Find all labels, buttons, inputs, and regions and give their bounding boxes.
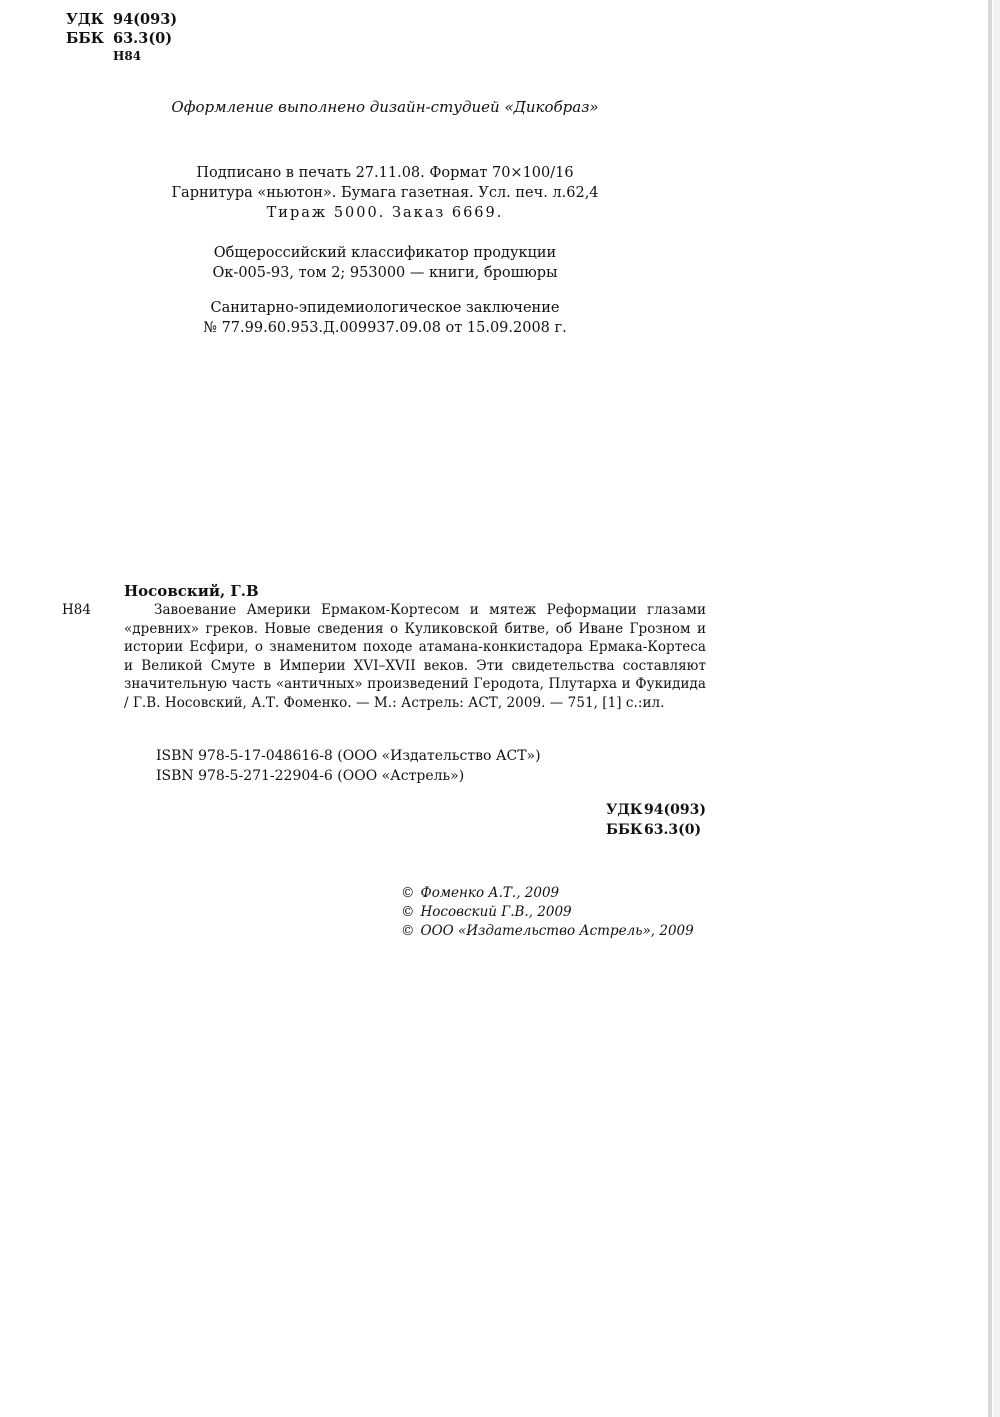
print-line-signed: Подписано в печать 27.11.08. Формат 70×100/16 [196, 165, 574, 181]
copyright-line [401, 884, 694, 903]
udk-row-bottom [606, 800, 706, 820]
classifier-line-2: Ок-005-93, том 2; 953000 — книги, брошюры [212, 265, 558, 281]
bbk-label: ББК [66, 30, 104, 47]
print-line-circulation: Тираж 5000. Заказ 6669. [266, 205, 504, 221]
udk-label: УДК [66, 11, 104, 28]
product-classifier [0, 243, 770, 283]
bbk-label-bottom: ББК [606, 822, 643, 838]
copyright-publisher: ООО «Издательство Астрель», 2009 [420, 923, 694, 939]
copyright-notices [401, 884, 694, 941]
udk-label-bottom: УДК [606, 802, 643, 818]
page-edge-shadow [988, 0, 992, 1417]
sanitary-line-1: Санитарно-эпидемиологическое заключение [210, 300, 560, 316]
catalog-annotation: Завоевание Америки Ермаком-Кортесом и мятеж Реформации глазами «древних» греков. Новые сведения о Куликовской битве, об Иване Грозном и истории Есфири, о знаменитом походе атамана-конкистадора Ермака-Кортеса и Великой Смуте в Империи XVI–XVII веков. Эти свидетельства составляют значительную часть «античных» произведений Геродота, Плутарха и Фукидида / Г.В. Носовский, А.Т. Фоменко. — М.: Астрель: АСТ, 2009. — 751, [1] с.:ил. [124, 602, 706, 711]
copyright-line [401, 903, 694, 922]
copyright-symbol: © [401, 923, 415, 939]
isbn-astrel: ISBN 978-5-271-22904-6 (ООО «Астрель») [156, 768, 465, 784]
bbk-row [66, 29, 177, 48]
udk-row [66, 10, 177, 29]
bbk-value-bottom: 63.3(0) [644, 822, 702, 838]
catalog-author-code: Н84 [62, 602, 91, 618]
copyright-fomenko: Фоменко А.Т., 2009 [420, 885, 560, 901]
classifier-line-1: Общероссийский классификатор продукции [213, 245, 557, 261]
sanitary-certificate [0, 298, 770, 338]
copyright-nosovsky: Носовский Г.В., 2009 [420, 904, 572, 920]
author-mark: Н84 [113, 49, 142, 63]
bbk-value: 63.3(0) [113, 30, 173, 47]
catalog-author: Носовский, Г.В [124, 582, 259, 600]
classification-codes-top [66, 10, 177, 64]
bbk-row-bottom [606, 820, 706, 840]
print-details [0, 163, 770, 223]
sanitary-line-2: № 77.99.60.953.Д.009937.09.08 от 15.09.2008 г. [203, 320, 567, 336]
copyright-symbol: © [401, 904, 415, 920]
design-credit: Оформление выполнено дизайн-студией «Дикобраз» [171, 98, 599, 116]
udk-value: 94(093) [113, 11, 178, 28]
udk-value-bottom: 94(093) [644, 802, 706, 818]
isbn-ast: ISBN 978-5-17-048616-8 (ООО «Издательство АСТ») [156, 748, 541, 764]
page-edge-margin [993, 0, 1000, 1417]
print-line-typeface: Гарнитура «ньютон». Бумага газетная. Усл. печ. л.62,4 [171, 185, 599, 201]
copyright-line [401, 922, 694, 941]
copyright-symbol: © [401, 885, 415, 901]
classification-codes-bottom [606, 800, 706, 840]
